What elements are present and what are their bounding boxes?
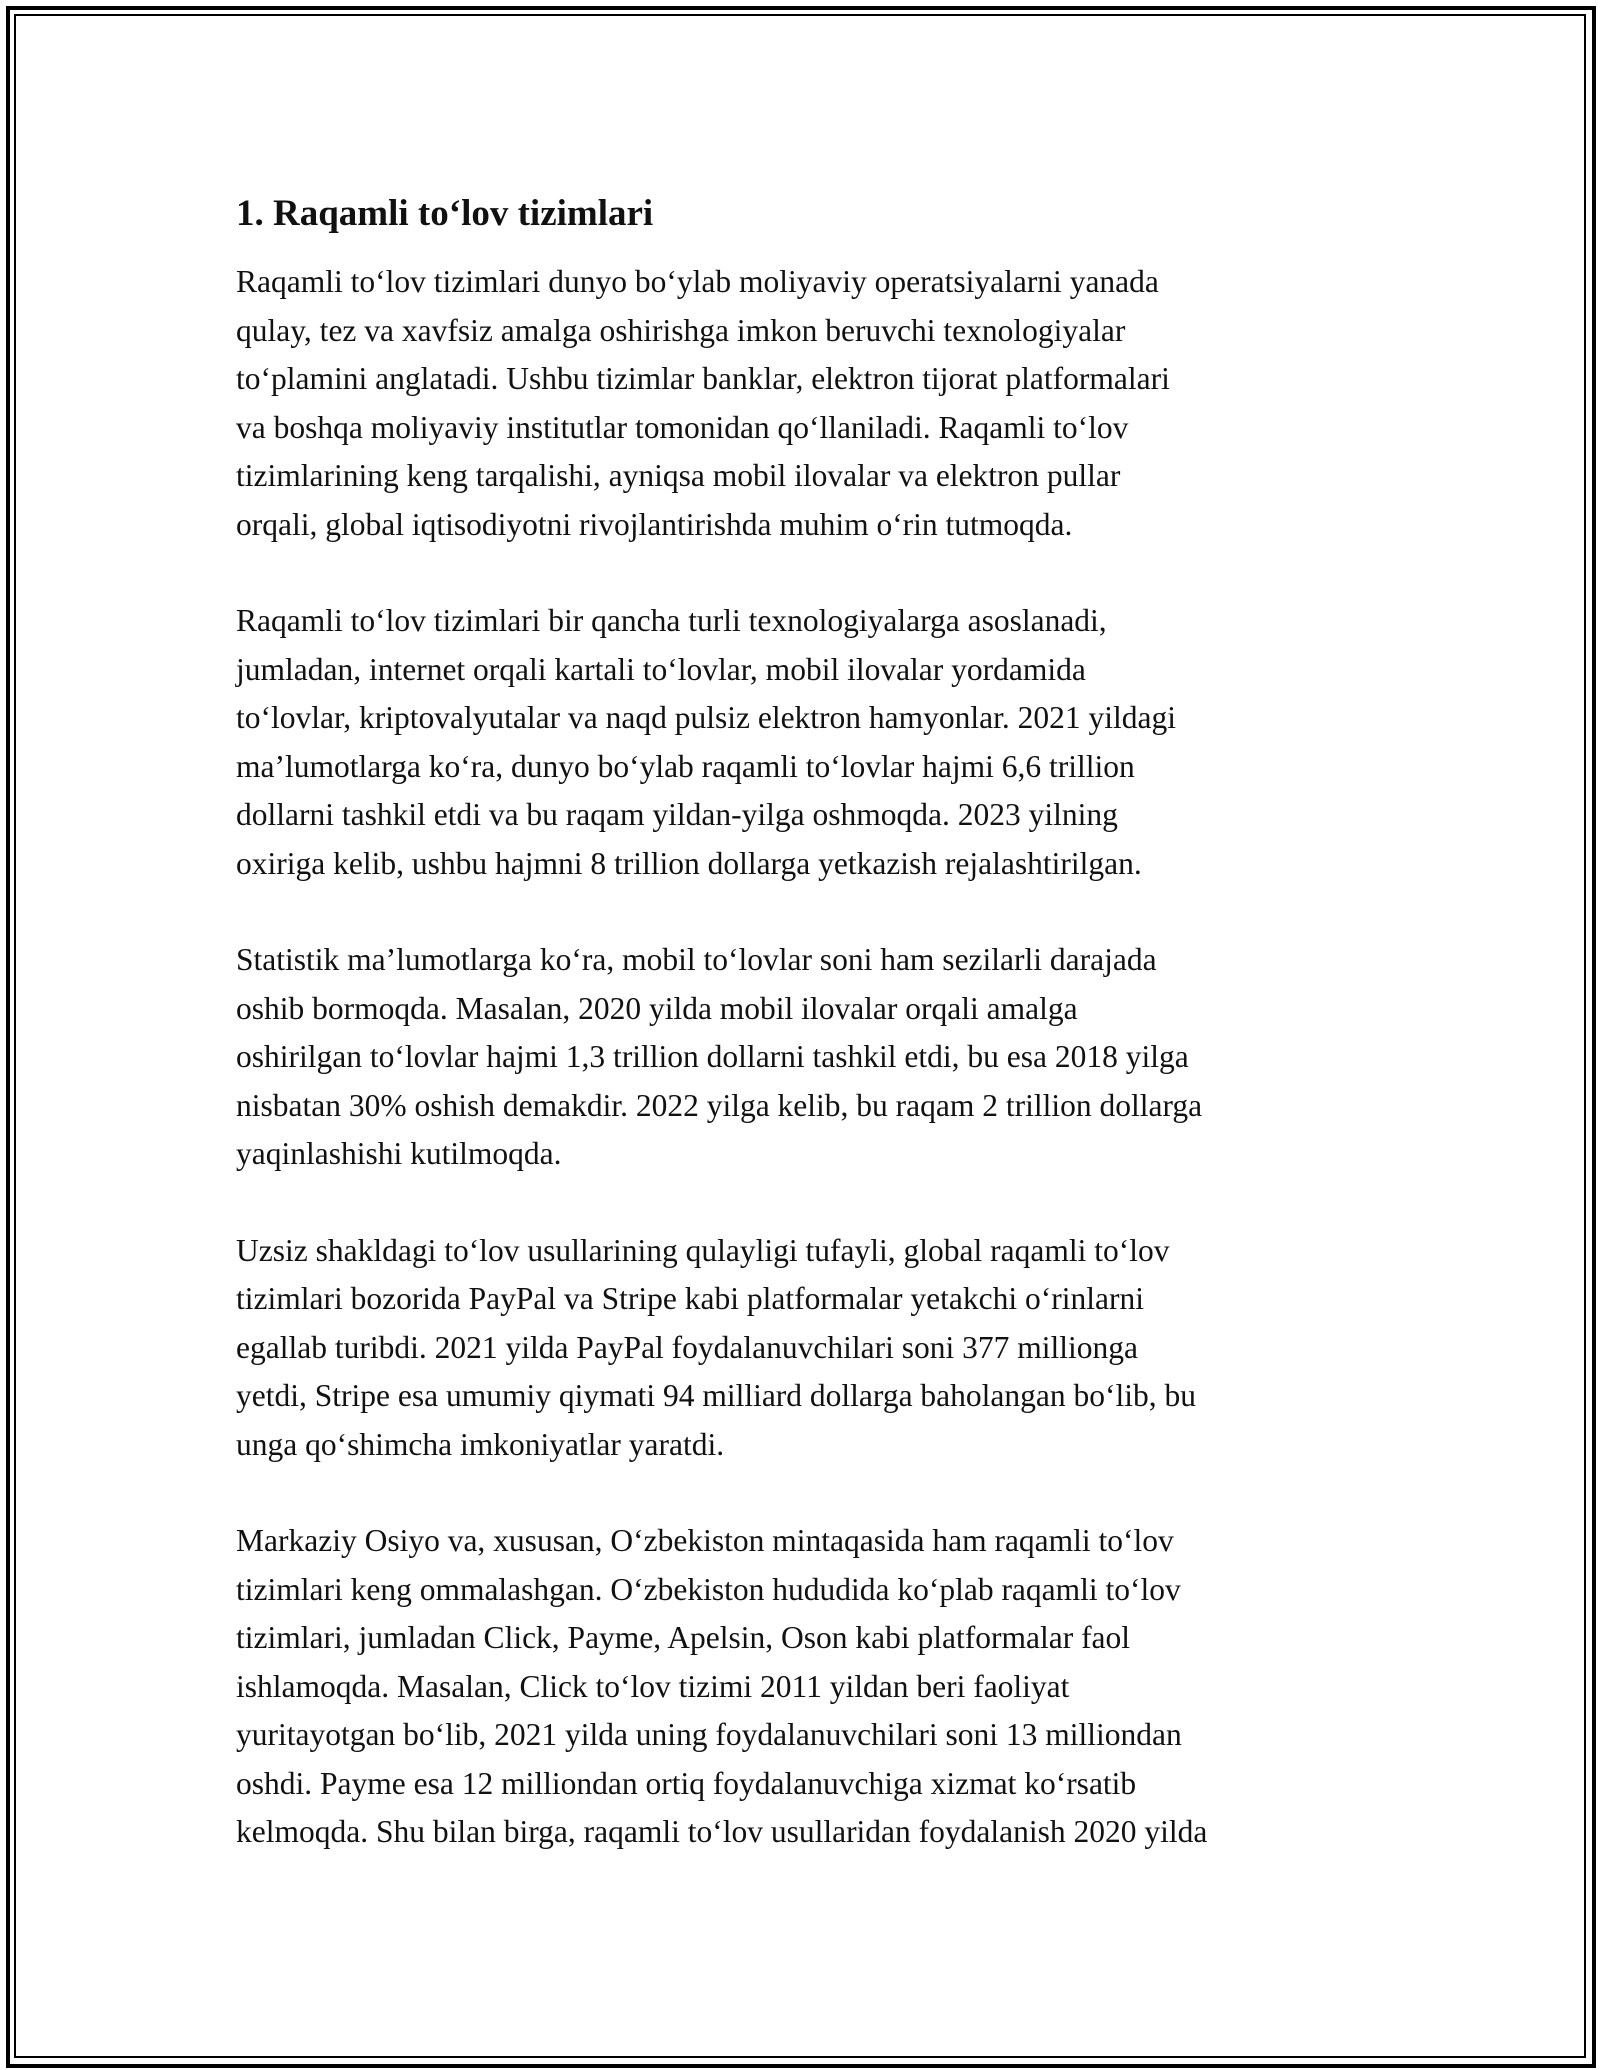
paragraph-line: jumladan, internet orqali kartali to‘lovlar, mobil ilovalar yordamida bbox=[236, 651, 1086, 687]
paragraph-line: Markaziy Osiyo va, xususan, O‘zbekiston mintaqasida ham raqamli to‘lov bbox=[236, 1523, 1174, 1558]
paragraph bbox=[236, 936, 1376, 1179]
paragraph-line: kelmoqda. Shu bilan birga, raqamli to‘lov usullaridan foydalanish 2020 yilda bbox=[236, 1814, 1208, 1849]
paragraph-line: tizimlari, jumladan Click, Payme, Apelsin, Oson kabi platformalar faol bbox=[236, 1620, 1131, 1655]
paragraph bbox=[236, 258, 1376, 549]
paragraph-line: Uzsiz shakldagi to‘lov usullarining qulayligi tufayli, global raqamli to‘lov bbox=[236, 1232, 1170, 1268]
paragraph-line: oshib bormoqda. Masalan, 2020 yilda mobil ilovalar orqali amalga bbox=[236, 990, 1078, 1026]
paragraph-line: Raqamli to‘lov tizimlari bir qancha turli texnologiyalarga asoslanadi, bbox=[236, 603, 1107, 638]
paragraph bbox=[236, 1517, 1376, 1857]
paragraph-line: va boshqa moliyaviy institutlar tomonidan qo‘llaniladi. Raqamli to‘lov bbox=[236, 409, 1129, 445]
paragraph-line: tizimlari bozorida PayPal va Stripe kabi platformalar yetakchi o‘rinlarni bbox=[236, 1281, 1144, 1316]
paragraph-line: egallab turibdi. 2021 yilda PayPal foydalanuvchilari soni 377 millionga bbox=[236, 1329, 1138, 1365]
paragraph-line: Raqamli to‘lov tizimlari dunyo bo‘ylab moliyaviy operatsiyalarni yanada bbox=[236, 264, 1159, 299]
paragraph bbox=[236, 1227, 1376, 1470]
paragraph-line: tizimlarining keng tarqalishi, ayniqsa mobil ilovalar va elektron pullar bbox=[236, 458, 1121, 493]
paragraph-line: dollarni tashkil etdi va bu raqam yildan-yilga oshmoqda. 2023 yilning bbox=[236, 797, 1118, 832]
paragraph-line: to‘plamini anglatadi. Ushbu tizimlar banklar, elektron tijorat platformalari bbox=[236, 361, 1170, 396]
section-heading: 1. Raqamli to‘lov tizimlari bbox=[236, 193, 654, 234]
paragraph-line: oxiriga kelib, ushbu hajmni 8 trillion dollarga yetkazish rejalashtirilgan. bbox=[236, 845, 1142, 881]
paragraph-line: oshirilgan to‘lovlar hajmi 1,3 trillion dollarni tashkil etdi, bu esa 2018 yilga bbox=[236, 1039, 1189, 1074]
paragraph-line: qulay, tez va xavfsiz amalga oshirishga imkon beruvchi texnologiyalar bbox=[236, 312, 1126, 348]
paragraph bbox=[236, 597, 1376, 888]
paragraph-line: unga qo‘shimcha imkoniyatlar yaratdi. bbox=[236, 1426, 725, 1462]
paragraph-line: Statistik ma’lumotlarga ko‘ra, mobil to‘lovlar soni ham sezilarli darajada bbox=[236, 942, 1157, 977]
paragraph-line: yaqinlashishi kutilmoqda. bbox=[236, 1136, 562, 1171]
paragraph-line: nisbatan 30% oshish demakdir. 2022 yilga kelib, bu raqam 2 trillion dollarga bbox=[236, 1087, 1203, 1123]
paragraph-line: ishlamoqda. Masalan, Click to‘lov tizimi 2011 yildan beri faoliyat bbox=[236, 1668, 1070, 1704]
paragraph-line: ma’lumotlarga ko‘ra, dunyo bo‘ylab raqamli to‘lovlar hajmi 6,6 trillion bbox=[236, 748, 1135, 784]
paragraph-line: tizimlari keng ommalashgan. O‘zbekiston hududida ko‘plab raqamli to‘lov bbox=[236, 1571, 1181, 1607]
paragraph-line: to‘lovlar, kriptovalyutalar va naqd pulsiz elektron hamyonlar. 2021 yildagi bbox=[236, 700, 1177, 735]
paragraph-line: yetdi, Stripe esa umumiy qiymati 94 milliard dollarga baholangan bo‘lib, bu bbox=[236, 1378, 1196, 1413]
paragraph-line: orqali, global iqtisodiyotni rivojlantirishda muhim o‘rin tutmoqda. bbox=[236, 506, 1073, 542]
paragraph-line: yuritayotgan bo‘lib, 2021 yilda uning foydalanuvchilari soni 13 milliondan bbox=[236, 1717, 1182, 1752]
paragraph-line: oshdi. Payme esa 12 milliondan ortiq foydalanuvchiga xizmat ko‘rsatib bbox=[236, 1765, 1137, 1801]
document-body bbox=[236, 190, 1376, 1905]
